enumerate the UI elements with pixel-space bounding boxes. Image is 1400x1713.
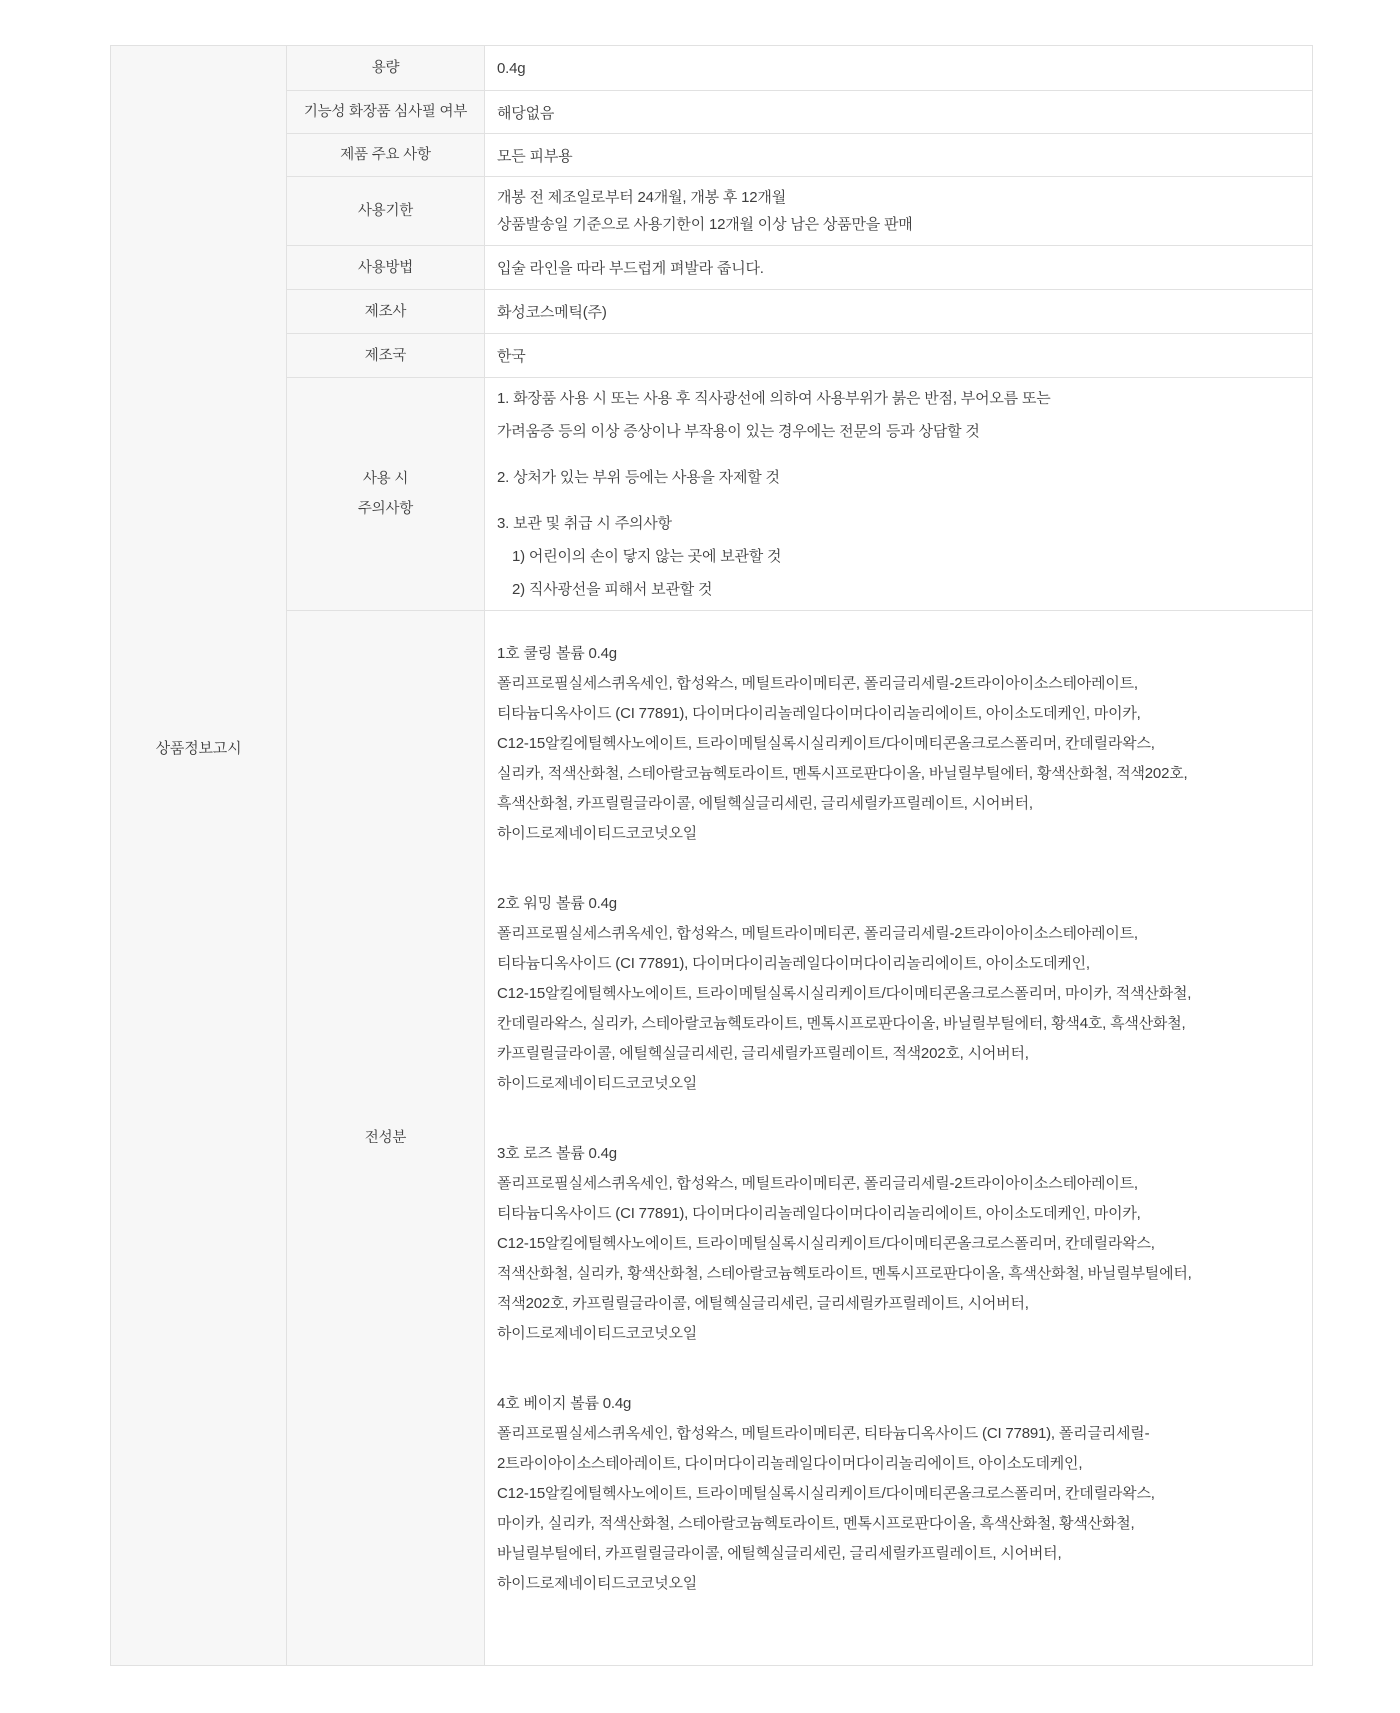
ingredient-block-title: 4호 베이지 볼륨 0.4g xyxy=(497,1395,632,1412)
table-row xyxy=(111,134,1313,177)
ingredient-line: 마이카, 실리카, 적색산화철, 스테아랄코늄헥토라이트, 멘톡시프로판다이올, 흑색산화철, 황색산화철, xyxy=(497,1515,1135,1532)
row-label-expiration: 사용기한 xyxy=(287,177,485,246)
ingredient-block-title: 3호 로즈 볼륨 0.4g xyxy=(497,1145,617,1162)
ingredient-line: 실리카, 적색산화철, 스테아랄코늄헥토라이트, 멘톡시프로판다이올, 바닐릴부틸에터, 황색산화철, 적색202호, xyxy=(497,765,1188,782)
ingredient-line: 바닐릴부틸에터, 카프릴릴글라이콜, 에틸헥실글리세린, 글리세릴카프릴레이트, 시어버터, xyxy=(497,1545,1062,1562)
row-label-country: 제조국 xyxy=(287,334,485,378)
ingredient-line: 티타늄디옥사이드 (CI 77891), 다이머다이리놀레일다이머다이리놀리에이트, 아이소도데케인, xyxy=(497,955,1090,972)
table-row xyxy=(111,246,1313,290)
row-value-volume: 0.4g xyxy=(485,46,1313,91)
ingredient-line: 폴리프로필실세스퀴옥세인, 합성왁스, 메틸트라이메티콘, 티타늄디옥사이드 (CI 77891), 폴리글리세릴- xyxy=(497,1425,1150,1442)
expiration-line: 개봉 전 제조일로부터 24개월, 개봉 후 12개월 xyxy=(497,189,786,206)
caution-paragraph xyxy=(497,507,1302,606)
row-label-functional-review: 기능성 화장품 심사필 여부 xyxy=(287,91,485,134)
row-label-manufacturer: 제조사 xyxy=(287,290,485,334)
row-value-usage: 입술 라인을 따라 부드럽게 펴발라 줍니다. xyxy=(485,246,1313,290)
ingredient-line: C12-15알킬에틸헥사노에이트, 트라이메틸실록시실리케이트/다이메티콘올크로스폴리머, 칸데릴라왁스, xyxy=(497,1485,1155,1502)
ingredient-line: 폴리프로필실세스퀴옥세인, 합성왁스, 메틸트라이메티콘, 폴리글리세릴-2트라이아이소스테아레이트, xyxy=(497,1175,1138,1192)
table-row xyxy=(111,91,1313,134)
row-value-ingredients xyxy=(485,611,1313,1666)
ingredient-block-1 xyxy=(497,639,1302,849)
expiration-line: 상품발송일 기준으로 사용기한이 12개월 이상 남은 상품만을 판매 xyxy=(497,216,913,233)
caution-subline: 2) 직사광선을 피해서 보관할 것 xyxy=(512,581,713,598)
row-value-expiration xyxy=(485,177,1313,246)
ingredient-line: 흑색산화철, 카프릴릴글라이콜, 에틸헥실글리세린, 글리세릴카프릴레이트, 시어버터, xyxy=(497,795,1033,812)
row-value-product-highlights: 모든 피부용 xyxy=(485,134,1313,177)
row-value-manufacturer: 화성코스메틱(주) xyxy=(485,290,1313,334)
ingredient-line: C12-15알킬에틸헥사노에이트, 트라이메틸실록시실리케이트/다이메티콘올크로스폴리머, 칸데릴라왁스, xyxy=(497,735,1155,752)
caution-line: 2. 상처가 있는 부위 등에는 사용을 자제할 것 xyxy=(497,469,780,486)
group-label-cell xyxy=(111,46,287,1666)
row-label-product-highlights: 제품 주요 사항 xyxy=(287,134,485,177)
table-row xyxy=(111,378,1313,611)
ingredient-line: C12-15알킬에틸헥사노에이트, 트라이메틸실록시실리케이트/다이메티콘올크로스폴리머, 마이카, 적색산화철, xyxy=(497,985,1192,1002)
group-label: 상품정보고시 xyxy=(155,740,242,757)
ingredient-line: 티타늄디옥사이드 (CI 77891), 다이머다이리놀레일다이머다이리놀리에이트, 아이소도데케인, 마이카, xyxy=(497,1205,1141,1222)
caution-line: 1. 화장품 사용 시 또는 사용 후 직사광선에 의하여 사용부위가 붉은 반점, 부어오름 또는 xyxy=(497,390,1051,407)
ingredient-line: 하이드로제네이티드코코넛오일 xyxy=(497,1325,698,1342)
caution-line: 가려움증 등의 이상 증상이나 부작용이 있는 경우에는 전문의 등과 상담할 것 xyxy=(497,423,980,440)
ingredient-block-4 xyxy=(497,1389,1302,1599)
ingredient-line: 카프릴릴글라이콜, 에틸헥실글리세린, 글리세릴카프릴레이트, 적색202호, 시어버터, xyxy=(497,1045,1029,1062)
ingredient-line: 폴리프로필실세스퀴옥세인, 합성왁스, 메틸트라이메티콘, 폴리글리세릴-2트라이아이소스테아레이트, xyxy=(497,925,1138,942)
caution-paragraph xyxy=(497,461,1302,494)
ingredient-line: 폴리프로필실세스퀴옥세인, 합성왁스, 메틸트라이메티콘, 폴리글리세릴-2트라이아이소스테아레이트, xyxy=(497,675,1138,692)
row-value-caution xyxy=(485,378,1313,611)
ingredient-line: 하이드로제네이티드코코넛오일 xyxy=(497,825,698,842)
ingredient-block-title: 1호 쿨링 볼륨 0.4g xyxy=(497,645,617,662)
ingredient-block-2 xyxy=(497,889,1302,1099)
table-row xyxy=(111,611,1313,1666)
caution-label-line: 사용 시 xyxy=(362,471,409,487)
ingredient-line: 적색202호, 카프릴릴글라이콜, 에틸헥실글리세린, 글리세릴카프릴레이트, 시어버터, xyxy=(497,1295,1029,1312)
product-info-section xyxy=(110,45,1313,1666)
ingredient-block-title: 2호 워밍 볼륨 0.4g xyxy=(497,895,617,912)
row-label-ingredients: 전성분 xyxy=(287,611,485,1666)
table-row xyxy=(111,177,1313,246)
caution-line: 3. 보관 및 취급 시 주의사항 xyxy=(497,515,672,532)
product-info-table xyxy=(110,45,1313,1666)
row-label-volume: 용량 xyxy=(287,46,485,91)
ingredient-line: 2트라이아이소스테아레이트, 다이머다이리놀레일다이머다이리놀리에이트, 아이소도데케인, xyxy=(497,1455,1083,1472)
row-label-caution xyxy=(287,378,485,611)
caution-subline: 1) 어린이의 손이 닿지 않는 곳에 보관할 것 xyxy=(512,548,782,565)
table-row xyxy=(111,334,1313,378)
caution-label-line: 주의사항 xyxy=(357,501,414,517)
ingredient-line: C12-15알킬에틸헥사노에이트, 트라이메틸실록시실리케이트/다이메티콘올크로스폴리머, 칸데릴라왁스, xyxy=(497,1235,1155,1252)
table-row xyxy=(111,290,1313,334)
row-value-country: 한국 xyxy=(485,334,1313,378)
ingredient-line: 칸데릴라왁스, 실리카, 스테아랄코늄헥토라이트, 멘톡시프로판다이올, 바닐릴부틸에터, 황색4호, 흑색산화철, xyxy=(497,1015,1186,1032)
table-row xyxy=(111,46,1313,91)
ingredient-line: 하이드로제네이티드코코넛오일 xyxy=(497,1575,698,1592)
ingredient-line: 적색산화철, 실리카, 황색산화철, 스테아랄코늄헥토라이트, 멘톡시프로판다이올, 흑색산화철, 바닐릴부틸에터, xyxy=(497,1265,1192,1282)
ingredient-block-3 xyxy=(497,1139,1302,1349)
ingredient-line: 하이드로제네이티드코코넛오일 xyxy=(497,1075,698,1092)
row-label-usage: 사용방법 xyxy=(287,246,485,290)
caution-paragraph xyxy=(497,382,1302,448)
ingredient-line: 티타늄디옥사이드 (CI 77891), 다이머다이리놀레일다이머다이리놀리에이트, 아이소도데케인, 마이카, xyxy=(497,705,1141,722)
row-value-functional-review: 해당없음 xyxy=(485,91,1313,134)
